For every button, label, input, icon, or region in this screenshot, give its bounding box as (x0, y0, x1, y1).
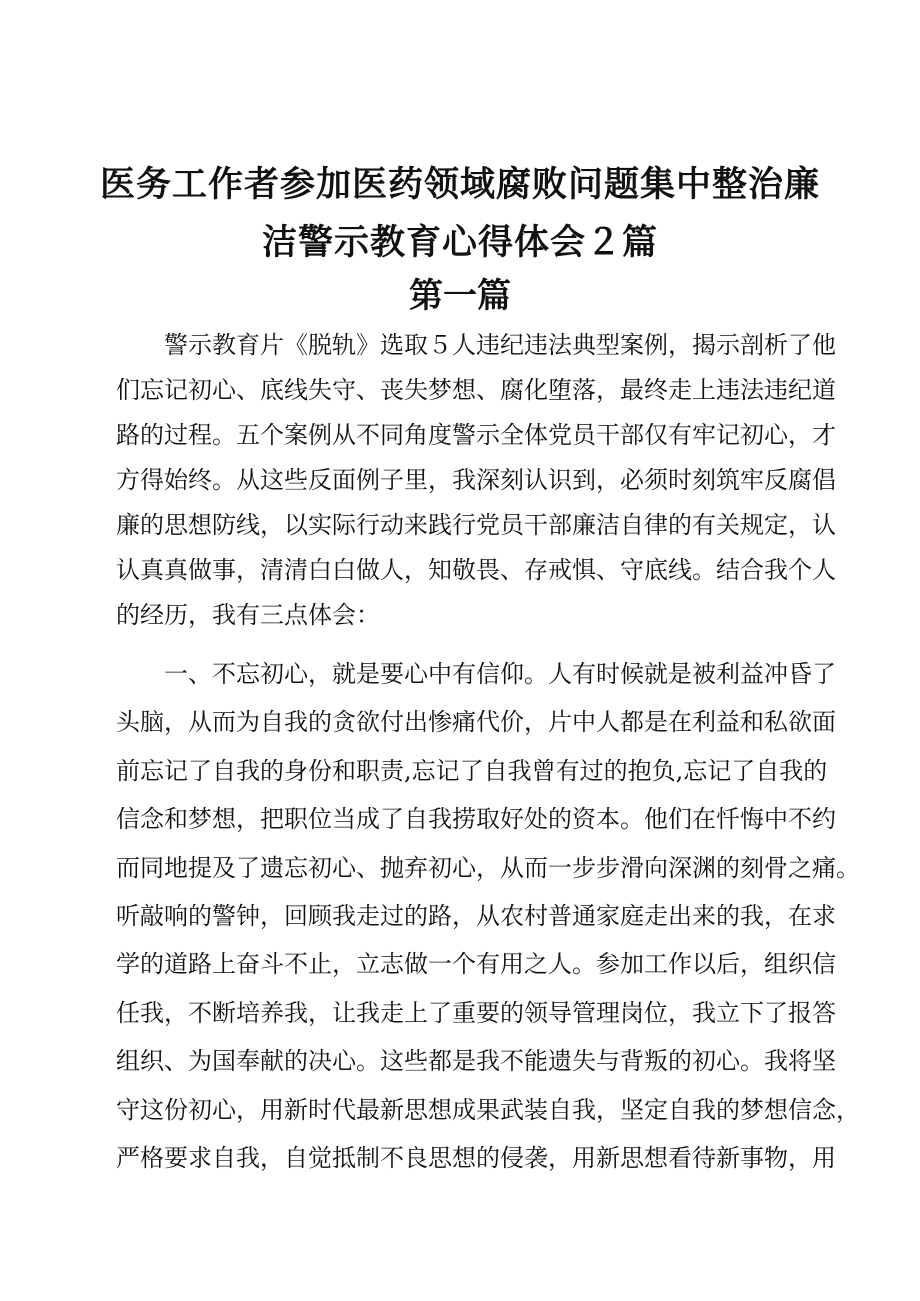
text-line: 而同地提及了遗忘初心、抛弃初心，从而一步步滑向深渊的刻骨之痛。 (116, 853, 860, 882)
text-line: 认真真做事，清清白白做人，知敬畏、存戒惧、守底线。结合我个人 (116, 556, 836, 584)
paragraph-1 (116, 323, 836, 638)
text-line: 守这份初心，用新时代最新思想成果武装自我，坚定自我的梦想信念， (116, 1095, 860, 1124)
text-line: 的经历，我有三点体会： (116, 601, 380, 629)
text-line: 学的道路上奋斗不止，立志做一个有用之人。参加工作以后，组织信 (116, 950, 836, 979)
document-title-line-2: 洁警示教育心得体会２篇 (261, 223, 658, 263)
text-line: 警示教育片《脱轨》选取５人违纪违法典型案例，揭示剖析了他 (164, 331, 836, 359)
document-body (116, 323, 860, 1182)
section-heading: 第一篇 (409, 276, 511, 316)
text-line: 信念和梦想，把职位当成了自我捞取好处的资本。他们在忏悔中不约 (116, 805, 836, 834)
text-line: 严格要求自我，自觉抵制不良思想的侵袭，用新思想看待新事物，用 (116, 1143, 836, 1172)
text-line: 廉的思想防线，以实际行动来践行党员干部廉洁自律的有关规定，认 (116, 511, 836, 539)
text-line: 听敲响的警钟，回顾我走过的路，从农村普通家庭走出来的我，在求 (116, 901, 836, 930)
paragraph-gap (116, 638, 826, 650)
text-line: 头脑，从而为自我的贪欲付出惨痛代价，片中人都是在利益和私欲面 (116, 708, 836, 737)
text-line: 方得始终。从这些反面例子里，我深刻认识到，必须时刻筑牢反腐倡 (116, 466, 836, 494)
text-line: 任我，不断培养我，让我走上了重要的领导管理岗位，我立下了报答 (116, 998, 836, 1027)
text-line: 一、不忘初心，就是要心中有信仰。人有时候就是被利益冲昏了 (164, 660, 836, 688)
document-title-line-1: 医务工作者参加医药领域腐败问题集中整治廉 (99, 165, 820, 205)
text-line: 路的过程。五个案例从不同角度警示全体党员干部仅有牢记初心，才 (116, 421, 836, 449)
text-line: 们忘记初心、底线失守、丧失梦想、腐化堕落，最终走上违法违纪道 (116, 376, 836, 404)
text-line: 组织、为国奉献的决心。这些都是我不能遗失与背叛的初心。我将坚 (116, 1047, 836, 1076)
paragraph-2 (116, 650, 860, 1182)
text-line: 前忘记了自我的身份和职责,忘记了自我曾有过的抱负,忘记了自我的 (116, 756, 828, 785)
